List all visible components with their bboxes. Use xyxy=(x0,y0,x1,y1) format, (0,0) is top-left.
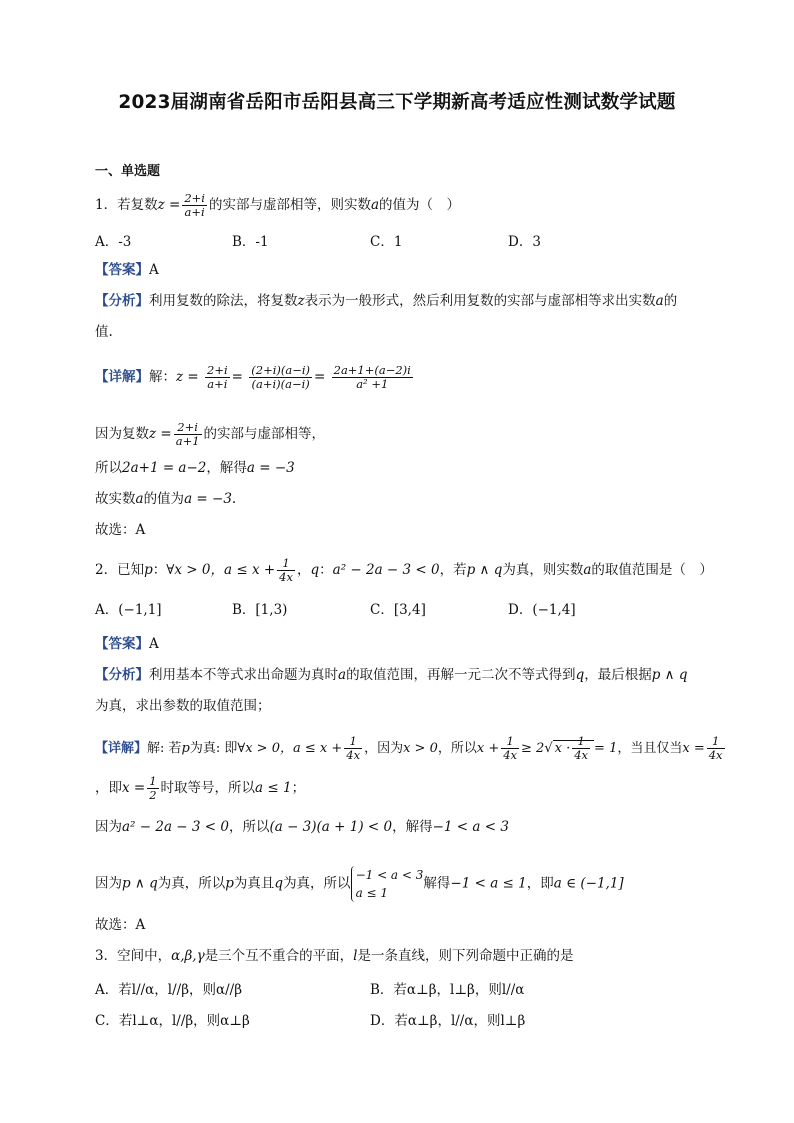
section-heading: 一、单选题 xyxy=(95,164,161,179)
q2-stem: 2．已知p：∀x > 0，a ≤ x + $\frac{1}{4x}$ ，q：a² − 2a − 3 < 0，若p ∧ q为真，则实数a的取值范围是（ ） xyxy=(95,556,713,584)
q1-option-b: B．-1 xyxy=(232,234,269,250)
q3-option-c: C．若l⊥α，l//β，则α⊥β xyxy=(95,1013,250,1029)
q1-fraction: $\frac{2+i}{a+i}$ xyxy=(184,191,205,219)
q1-detail-line2: 因为复数z = $\frac{2+i}{a+1}$ 的实部与虚部相等， xyxy=(95,420,326,448)
q3-option-a: A．若l//α，l//β，则α//β xyxy=(95,982,243,998)
inequality-system: −1 < a < 3 a ≤ 1 xyxy=(351,866,424,902)
page-title: 2023届湖南省岳阳市岳阳县高三下学期新高考适应性测试数学试题 xyxy=(118,92,676,113)
q2-option-b: B．[1,3) xyxy=(232,602,288,618)
q2-option-d: D．(−1,4] xyxy=(508,602,576,618)
q2-analysis: 【分析】利用基本不等式求出命题为真时a的取值范围，再解一元二次不等式得到q，最后根据p ∧ q xyxy=(95,667,688,683)
q2-answer: 【答案】A xyxy=(95,636,159,652)
sqrt-expression: x · $\frac{1}{4x}$ xyxy=(553,740,594,756)
detail-tag: 【详解】 xyxy=(95,369,149,385)
q1-choice: 故选：A xyxy=(95,522,146,538)
q2-detail-line4: 因为p ∧ q为真，所以p为真且q为真，所以 −1 < a < 3 a ≤ 1 解得−1 < a ≤ 1，即a ∈ (−1,1] xyxy=(95,868,624,900)
q3-option-b: B．若α⊥β，l⊥β，则l//α xyxy=(370,982,525,998)
answer-tag: 【答案】 xyxy=(95,262,149,278)
q1-detail: 【详解】解：z = $\frac{2+i}{a+i}$ = $\frac{(2+i)(a-i)}{(a+i)(a-i)}$ = $\frac{2a+1+(a-2)i}{\text{a² +1}}$ xyxy=(95,363,411,391)
q1-analysis: 【分析】利用复数的除法，将复数z表示为一般形式，然后利用复数的实部与虚部相等求出实数a的 xyxy=(95,293,678,309)
analysis-tag: 【分析】 xyxy=(95,293,149,309)
q1-option-a: A．-3 xyxy=(95,234,132,250)
q2-option-a: A．(−1,1] xyxy=(95,602,162,618)
q1-option-c: C．1 xyxy=(370,234,403,250)
q1-stem: 1．若复数z = $\frac{2+i}{a+i}$ 的实部与虚部相等，则实数a的值为（ ） xyxy=(95,191,461,219)
q2-detail-line3: 因为a² − 2a − 3 < 0，所以(a − 3)(a + 1) < 0，解得−1 < a < 3 xyxy=(95,819,509,835)
q2-analysis-cont: 为真，求出参数的取值范围； xyxy=(95,698,271,714)
answer-tag: 【答案】 xyxy=(95,636,149,652)
analysis-tag: 【分析】 xyxy=(95,667,149,683)
q2-choice: 故选：A xyxy=(95,917,146,933)
q2-detail: 【详解】解: 若p为真: 即∀x > 0，a ≤ x + $\frac{1}{4x}$ ，因为x > 0，所以x + $\frac{1}{4x}$ ≥ 2√ x · $\frac{1}{4x}$ = 1，当且仅当x = $\frac{1}{4x}$ xyxy=(95,734,723,762)
q1-option-d: D．3 xyxy=(508,234,541,250)
q1-answer: 【答案】A xyxy=(95,262,159,278)
q3-stem: 3．空间中，α,β,γ是三个互不重合的平面，l是一条直线，则下列命题中正确的是 xyxy=(95,948,574,964)
q1-detail-line3: 所以2a+1 = a−2，解得a = −3 xyxy=(95,460,295,476)
detail-tag: 【详解】 xyxy=(95,741,148,756)
q1-analysis-cont: 值. xyxy=(95,324,113,340)
q2-detail-line2: ，即x = $\frac{1}{2}$ 时取等号，所以a ≤ 1； xyxy=(95,774,306,802)
q1-detail-line4: 故实数a的值为a = −3. xyxy=(95,491,237,507)
q3-option-d: D．若α⊥β，l//α，则l⊥β xyxy=(370,1013,526,1029)
q2-option-c: C．[3,4] xyxy=(370,602,426,618)
